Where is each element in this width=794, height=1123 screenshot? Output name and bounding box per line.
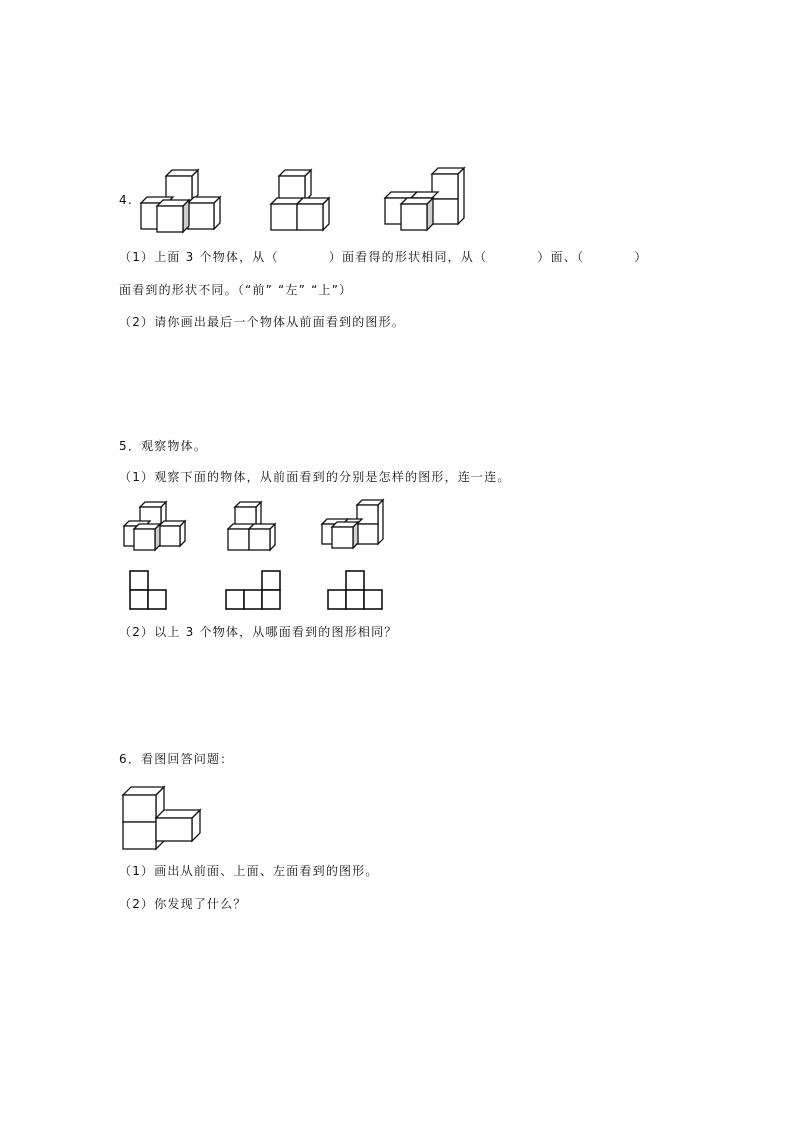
q6-object xyxy=(120,780,204,854)
q5-object-2 xyxy=(226,500,282,552)
q5-part1: （1）观察下面的物体，从前面看到的分别是怎样的图形，连一连。 xyxy=(119,470,511,484)
q4-object-1 xyxy=(138,168,224,234)
q4-part1-line1: （1）上面 3 个物体，从（ ）面看得的形状相同，从（ ）面、（ ） xyxy=(119,250,648,264)
q5-object-1 xyxy=(122,500,188,552)
q5-view-b xyxy=(224,569,284,611)
q5-view-c xyxy=(326,569,386,611)
q5-object-3 xyxy=(320,498,386,550)
q4-object-2 xyxy=(268,166,336,234)
q5-part2: （2）以上 3 个物体，从哪面看到的图形相同？ xyxy=(119,625,398,639)
q4-part2: （2）请你画出最后一个物体从前面看到的图形。 xyxy=(119,315,406,329)
q6-title: 6．看图回答问题： xyxy=(119,752,234,766)
q4-number: 4. xyxy=(119,193,133,207)
q6-part1: （1）画出从前面、上面、左面看到的图形。 xyxy=(119,864,379,878)
q4-object-3 xyxy=(382,166,468,234)
q6-part2: （2）你发现了什么？ xyxy=(119,897,247,911)
q5-title: 5．观察物体。 xyxy=(119,439,208,453)
q5-view-a xyxy=(128,569,170,611)
q4-part1-line2: 面看到的形状不同。（“前” “左” “上”） xyxy=(119,283,353,297)
